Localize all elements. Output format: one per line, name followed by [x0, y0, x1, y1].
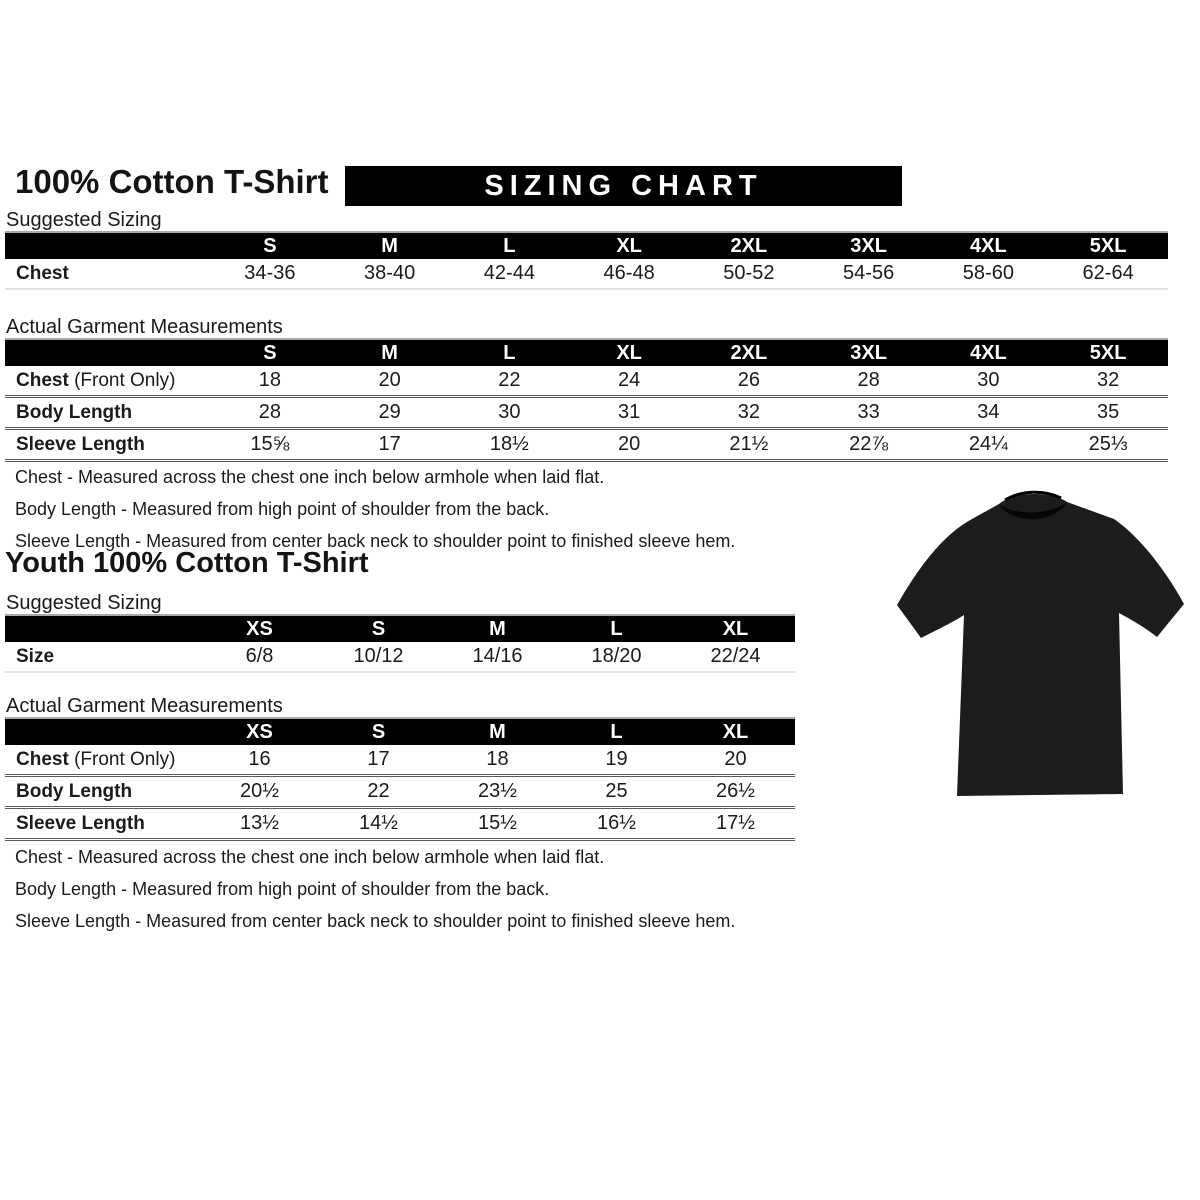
- table-row: [5, 259, 1168, 289]
- column-header: 5XL: [1048, 232, 1168, 259]
- adult-suggested-sizing-label: Suggested Sizing: [6, 209, 162, 231]
- table-cell: 15½: [438, 808, 557, 840]
- note-line: Sleeve Length - Measured from center back neck to shoulder point to finished sleeve hem.: [15, 911, 736, 931]
- column-header: S: [319, 718, 438, 745]
- table-cell: 10/12: [319, 642, 438, 672]
- table-cell: 46-48: [569, 259, 689, 289]
- column-header: XS: [200, 718, 319, 745]
- table-cell: 22/24: [676, 642, 795, 672]
- adult-actual-measurements-table: [5, 338, 1168, 462]
- adult-suggested-sizing-table: [5, 231, 1168, 290]
- table-header-row: [5, 232, 1168, 259]
- row-label: Body Length: [5, 776, 200, 808]
- column-header: XS: [200, 615, 319, 642]
- table-cell: 18½: [450, 429, 570, 461]
- column-header: M: [330, 232, 450, 259]
- tshirt-graphic: [886, 474, 1198, 814]
- note-line: Chest - Measured across the chest one inch below armhole when laid flat.: [15, 847, 605, 867]
- table-cell: 16½: [557, 808, 676, 840]
- note-line: Body Length - Measured from high point of shoulder from the back.: [15, 879, 550, 899]
- column-header: L: [557, 615, 676, 642]
- table-cell: 14/16: [438, 642, 557, 672]
- column-header: L: [557, 718, 676, 745]
- tshirt-body: [897, 494, 1184, 796]
- table-row: [5, 429, 1168, 461]
- adult-actual-measurements-label: Actual Garment Measurements: [6, 316, 283, 338]
- table-header-row: [5, 718, 795, 745]
- table-cell: 17: [330, 429, 450, 461]
- column-header: XL: [676, 718, 795, 745]
- table-cell: 18: [438, 745, 557, 776]
- youth-actual-measurements-label: Actual Garment Measurements: [6, 695, 283, 717]
- table-cell: 34-36: [210, 259, 330, 289]
- table-header-row: [5, 339, 1168, 366]
- table-cell: 26½: [676, 776, 795, 808]
- table-cell: 6/8: [200, 642, 319, 672]
- table-row: [5, 366, 1168, 397]
- table-row: [5, 776, 795, 808]
- column-header: 2XL: [689, 339, 809, 366]
- column-header: M: [438, 615, 557, 642]
- sizing-chart-banner: SIZING CHART: [345, 166, 902, 206]
- column-header: 4XL: [929, 339, 1049, 366]
- table-cell: 58-60: [929, 259, 1049, 289]
- table-cell: 20½: [200, 776, 319, 808]
- table-cell: 17½: [676, 808, 795, 840]
- column-header: S: [210, 232, 330, 259]
- column-header-blank: [5, 232, 210, 259]
- black-tshirt-image: [886, 474, 1198, 814]
- table-cell: 54-56: [809, 259, 929, 289]
- column-header: M: [330, 339, 450, 366]
- table-cell: 20: [569, 429, 689, 461]
- column-header: 3XL: [809, 339, 929, 366]
- row-label: Chest (Front Only): [5, 366, 210, 397]
- table-cell: 18/20: [557, 642, 676, 672]
- table-row: [5, 397, 1168, 429]
- youth-section-title: Youth 100% Cotton T-Shirt: [5, 547, 369, 579]
- table-cell: 28: [210, 397, 330, 429]
- table-cell: 13½: [200, 808, 319, 840]
- table-cell: 24¼: [929, 429, 1049, 461]
- column-header: XL: [676, 615, 795, 642]
- column-header: L: [450, 232, 570, 259]
- table-row: [5, 808, 795, 840]
- table-cell: 30: [450, 397, 570, 429]
- table-cell: 34: [929, 397, 1049, 429]
- column-header-blank: [5, 615, 200, 642]
- table-cell: 14½: [319, 808, 438, 840]
- table-cell: 19: [557, 745, 676, 776]
- table-cell: 31: [569, 397, 689, 429]
- table-row: [5, 642, 795, 672]
- table-cell: 62-64: [1048, 259, 1168, 289]
- table-cell: 20: [676, 745, 795, 776]
- table-cell: 21½: [689, 429, 809, 461]
- column-header: 2XL: [689, 232, 809, 259]
- table-cell: 17: [319, 745, 438, 776]
- column-header: XL: [569, 339, 689, 366]
- table-cell: 25⅓: [1048, 429, 1168, 461]
- column-header: 4XL: [929, 232, 1049, 259]
- table-cell: 15⅝: [210, 429, 330, 461]
- row-label: Sleeve Length: [5, 429, 210, 461]
- column-header: S: [210, 339, 330, 366]
- column-header: XL: [569, 232, 689, 259]
- column-header-blank: [5, 339, 210, 366]
- page-title: 100% Cotton T-Shirt: [15, 163, 329, 200]
- table-cell: 18: [210, 366, 330, 397]
- table-cell: 33: [809, 397, 929, 429]
- note-line: Sleeve Length - Measured from center back neck to shoulder point to finished sleeve hem.: [15, 531, 736, 551]
- note-line: Body Length - Measured from high point of shoulder from the back.: [15, 499, 550, 519]
- row-label: Chest: [5, 259, 210, 289]
- table-cell: 23½: [438, 776, 557, 808]
- youth-suggested-sizing-label: Suggested Sizing: [6, 592, 162, 614]
- youth-actual-measurements-table: [5, 717, 795, 841]
- table-cell: 32: [1048, 366, 1168, 397]
- column-header-blank: [5, 718, 200, 745]
- table-header-row: [5, 615, 795, 642]
- table-cell: 16: [200, 745, 319, 776]
- table-cell: 25: [557, 776, 676, 808]
- youth-suggested-sizing-table: [5, 614, 795, 673]
- table-cell: 29: [330, 397, 450, 429]
- column-header: M: [438, 718, 557, 745]
- row-label: Size: [5, 642, 200, 672]
- row-label: Body Length: [5, 397, 210, 429]
- table-cell: 28: [809, 366, 929, 397]
- table-row: [5, 745, 795, 776]
- table-cell: 24: [569, 366, 689, 397]
- row-label: Chest (Front Only): [5, 745, 200, 776]
- column-header: 5XL: [1048, 339, 1168, 366]
- table-cell: 22⅞: [809, 429, 929, 461]
- table-cell: 35: [1048, 397, 1168, 429]
- youth-measurement-notes: [15, 841, 735, 937]
- table-cell: 22: [319, 776, 438, 808]
- table-cell: 32: [689, 397, 809, 429]
- table-cell: 22: [450, 366, 570, 397]
- column-header: S: [319, 615, 438, 642]
- table-cell: 38-40: [330, 259, 450, 289]
- column-header: 3XL: [809, 232, 929, 259]
- note-line: Chest - Measured across the chest one inch below armhole when laid flat.: [15, 467, 605, 487]
- column-header: L: [450, 339, 570, 366]
- table-cell: 42-44: [450, 259, 570, 289]
- table-cell: 30: [929, 366, 1049, 397]
- table-cell: 50-52: [689, 259, 809, 289]
- table-cell: 20: [330, 366, 450, 397]
- row-label: Sleeve Length: [5, 808, 200, 840]
- table-cell: 26: [689, 366, 809, 397]
- adult-measurement-notes: [15, 461, 735, 557]
